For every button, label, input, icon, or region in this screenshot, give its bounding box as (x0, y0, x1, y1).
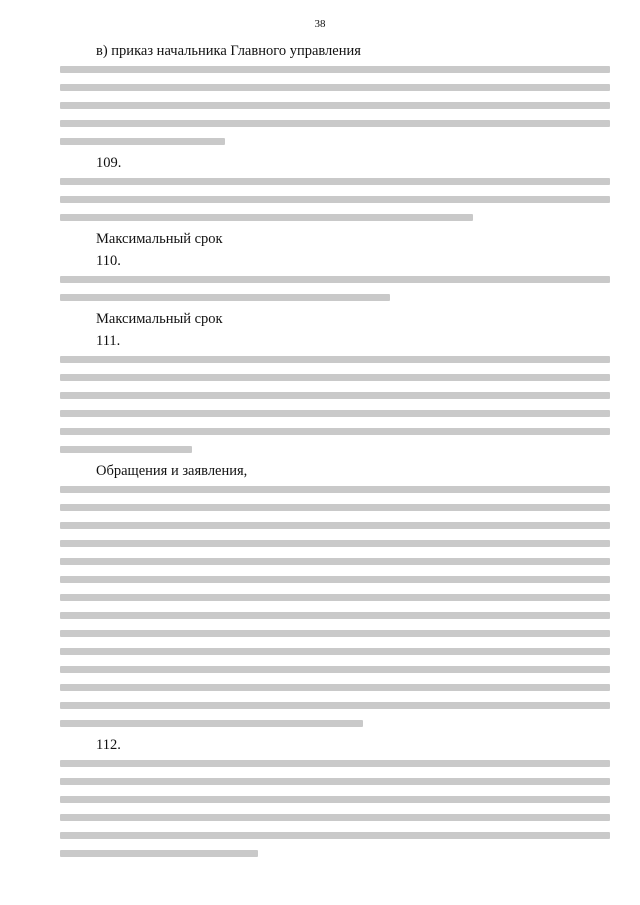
text-placeholder-line (60, 760, 610, 767)
text-placeholder-line (60, 294, 390, 301)
paragraph-lead: Максимальный срок (96, 231, 223, 247)
paragraph (60, 462, 610, 732)
paragraph (60, 332, 610, 458)
paragraph (60, 230, 610, 248)
text-placeholder-line (60, 612, 610, 619)
paragraph (60, 42, 610, 150)
text-placeholder-line (60, 446, 192, 453)
paragraph-lead: 109. (96, 155, 122, 171)
text-placeholder-line (60, 214, 473, 221)
paragraph (60, 154, 610, 226)
text-placeholder-line (60, 522, 610, 529)
text-placeholder-line (60, 558, 610, 565)
text-placeholder-line (60, 796, 610, 803)
text-placeholder-line (60, 504, 610, 511)
text-placeholder-line (60, 178, 610, 185)
text-placeholder-line (60, 630, 610, 637)
paragraph-lead: 110. (96, 253, 121, 269)
paragraph-lead: 111. (96, 333, 121, 349)
text-placeholder-line (60, 276, 610, 283)
text-placeholder-line (60, 684, 610, 691)
text-placeholder-line (60, 486, 610, 493)
page-number: 38 (314, 18, 326, 30)
text-placeholder-line (60, 666, 610, 673)
text-placeholder-line (60, 428, 610, 435)
text-placeholder-line (60, 648, 610, 655)
text-placeholder-line (60, 356, 610, 363)
text-placeholder-line (60, 410, 610, 417)
paragraph-lead: Максимальный срок (96, 311, 223, 327)
paragraph-lead: в) приказ начальника Главного управления (96, 43, 361, 59)
paragraph-lead: 112. (96, 737, 121, 753)
paragraph (60, 252, 610, 306)
text-placeholder-line (60, 374, 610, 381)
text-placeholder-line (60, 720, 363, 727)
text-placeholder-line (60, 702, 610, 709)
text-placeholder-line (60, 392, 610, 399)
text-placeholder-line (60, 84, 610, 91)
text-placeholder-line (60, 594, 610, 601)
text-placeholder-line (60, 66, 610, 73)
text-placeholder-line (60, 576, 610, 583)
text-placeholder-line (60, 138, 225, 145)
paragraph-lead: Обращения и заявления, (96, 463, 248, 479)
text-placeholder-line (60, 778, 610, 785)
text-placeholder-line (60, 102, 610, 109)
text-placeholder-line (60, 120, 610, 127)
text-placeholder-line (60, 832, 610, 839)
text-placeholder-line (60, 540, 610, 547)
paragraph (60, 736, 610, 862)
text-placeholder-line (60, 196, 610, 203)
text-placeholder-line (60, 850, 258, 857)
document-body (60, 42, 610, 866)
paragraph (60, 310, 610, 328)
text-placeholder-line (60, 814, 610, 821)
